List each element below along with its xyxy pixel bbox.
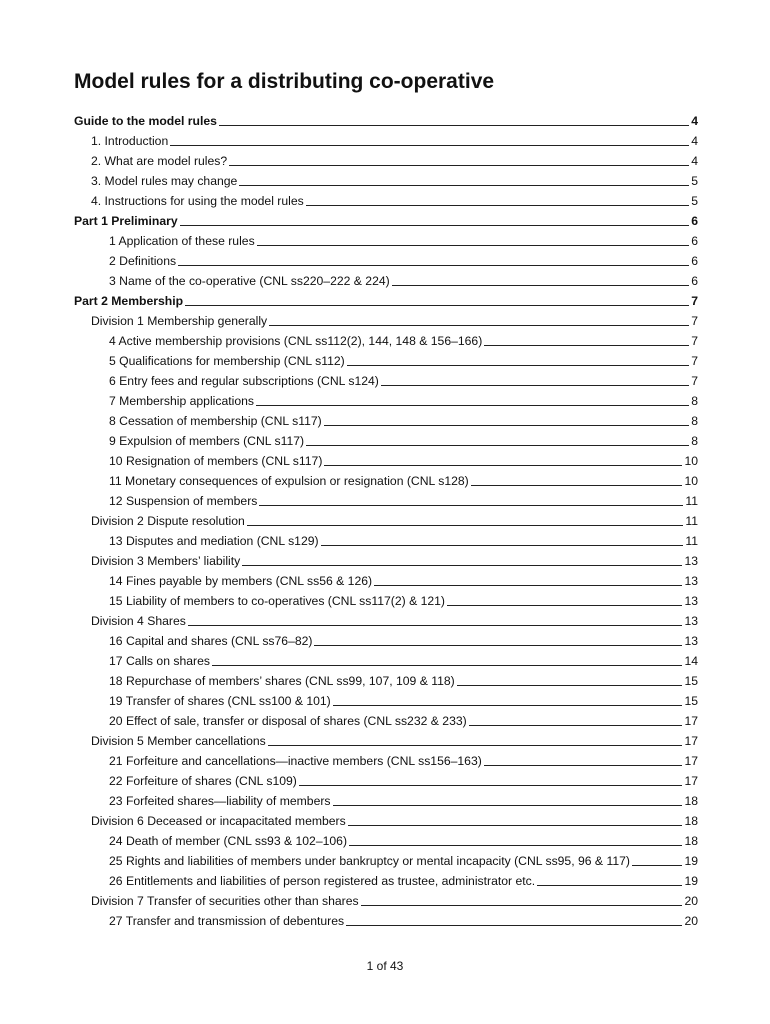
toc-entry-label: Division 4 Shares — [91, 614, 186, 628]
toc-leader-line — [333, 705, 683, 706]
toc-entry-label: 26 Entitlements and liabilities of person registered as trustee, administrator etc. — [109, 874, 536, 888]
toc-entry-label: 10 Resignation of members (CNL s117) — [109, 454, 323, 468]
toc-leader-line — [484, 765, 683, 766]
toc-leader-line — [392, 285, 690, 286]
toc-leader-line — [324, 425, 690, 426]
toc-entry-label: 19 Transfer of shares (CNL ss100 & 101) — [109, 694, 331, 708]
toc-entry[interactable] — [74, 208, 698, 228]
toc-entry-page: 15 — [684, 674, 698, 688]
toc-leader-line — [471, 485, 683, 486]
toc-entry-page: 13 — [684, 594, 698, 608]
toc-entry-label: 9 Expulsion of members (CNL s117) — [109, 434, 305, 448]
toc-entry-page: 10 — [684, 454, 698, 468]
toc-entry[interactable] — [74, 288, 698, 308]
toc-entry[interactable] — [74, 808, 698, 828]
toc-leader-line — [247, 525, 684, 526]
toc-entry-label: 4. Instructions for using the model rules — [91, 194, 304, 208]
toc-entry[interactable] — [74, 708, 698, 728]
toc-leader-line — [269, 325, 689, 326]
toc-entry[interactable] — [74, 508, 698, 528]
toc-entry-page: 6 — [691, 274, 698, 288]
toc-leader-line — [185, 305, 689, 306]
toc-leader-line — [537, 885, 682, 886]
toc-entry-label: Division 3 Members’ liability — [91, 554, 241, 568]
toc-entry-label: 2. What are model rules? — [91, 154, 228, 168]
toc-entry[interactable] — [74, 328, 698, 348]
toc-entry-page: 13 — [684, 574, 698, 588]
toc-entry[interactable] — [74, 488, 698, 508]
toc-leader-line — [374, 585, 682, 586]
toc-entry-page: 11 — [685, 494, 698, 508]
toc-entry[interactable] — [74, 568, 698, 588]
toc-entry-label: 1. Introduction — [91, 134, 169, 148]
toc-leader-line — [299, 785, 683, 786]
toc-entry[interactable] — [74, 608, 698, 628]
toc-entry-page: 11 — [685, 534, 698, 548]
toc-entry-page: 4 — [691, 114, 698, 128]
toc-entry-label: 8 Cessation of membership (CNL s117) — [109, 414, 322, 428]
toc-leader-line — [256, 405, 689, 406]
toc-leader-line — [349, 845, 682, 846]
toc-entry[interactable] — [74, 628, 698, 648]
toc-entry[interactable] — [74, 188, 698, 208]
toc-entry-page: 7 — [691, 314, 698, 328]
toc-entry-label: 24 Death of member (CNL ss93 & 102–106) — [109, 834, 348, 848]
toc-entry-label: 3 Name of the co-operative (CNL ss220–222 & 224) — [109, 274, 390, 288]
toc-entry-page: 18 — [684, 814, 698, 828]
toc-leader-line — [333, 805, 683, 806]
toc-entry-page: 19 — [684, 874, 698, 888]
toc-entry[interactable] — [74, 308, 698, 328]
toc-leader-line — [314, 645, 682, 646]
toc-entry-page: 6 — [691, 234, 698, 248]
toc-entry[interactable] — [74, 748, 698, 768]
toc-entry[interactable] — [74, 868, 698, 888]
toc-leader-line — [348, 825, 683, 826]
toc-entry[interactable] — [74, 588, 698, 608]
toc-entry-label: 21 Forfeiture and cancellations—inactive members (CNL ss156–163) — [109, 754, 482, 768]
toc-leader-line — [324, 465, 682, 466]
toc-entry-label: 7 Membership applications — [109, 394, 254, 408]
toc-entry-label: 15 Liability of members to co-operatives (CNL ss117(2) & 121) — [109, 594, 445, 608]
toc-leader-line — [306, 445, 689, 446]
toc-entry-page: 4 — [691, 154, 698, 168]
toc-entry-page: 4 — [691, 134, 698, 148]
toc-entry[interactable] — [74, 388, 698, 408]
toc-leader-line — [361, 905, 683, 906]
toc-leader-line — [239, 185, 689, 186]
toc-entry-page: 14 — [684, 654, 698, 668]
toc-entry-page: 20 — [684, 894, 698, 908]
toc-entry-page: 7 — [691, 374, 698, 388]
toc-leader-line — [212, 665, 682, 666]
toc-entry-page: 8 — [691, 414, 698, 428]
toc-entry-label: Division 7 Transfer of securities other than shares — [91, 894, 359, 908]
toc-leader-line — [632, 865, 683, 866]
toc-entry-label: 17 Calls on shares — [109, 654, 210, 668]
toc-entry[interactable] — [74, 228, 698, 248]
toc-leader-line — [268, 745, 683, 746]
toc-entry-page: 19 — [684, 854, 698, 868]
toc-entry-page: 18 — [684, 834, 698, 848]
toc-entry-label: Division 2 Dispute resolution — [91, 514, 245, 528]
toc-leader-line — [447, 605, 682, 606]
toc-leader-line — [347, 365, 690, 366]
toc-entry-label: 27 Transfer and transmission of debentures — [109, 914, 345, 928]
toc-entry-label: 3. Model rules may change — [91, 174, 238, 188]
toc-entry[interactable] — [74, 408, 698, 428]
toc-entry-label: 18 Repurchase of members’ shares (CNL ss99, 107, 109 & 118) — [109, 674, 455, 688]
toc-entry-page: 7 — [691, 354, 698, 368]
toc-entry[interactable] — [74, 648, 698, 668]
toc-entry-label: 16 Capital and shares (CNL ss76–82) — [109, 634, 313, 648]
toc-leader-line — [180, 225, 690, 226]
toc-entry[interactable] — [74, 908, 698, 928]
toc-entry-label: Division 1 Membership generally — [91, 314, 268, 328]
toc-entry-page: 13 — [684, 554, 698, 568]
toc-leader-line — [178, 265, 689, 266]
page-title: Model rules for a distributing co-operative — [74, 70, 495, 93]
toc-entry[interactable] — [74, 108, 698, 128]
toc-entry[interactable] — [74, 828, 698, 848]
toc-entry-label: 20 Effect of sale, transfer or disposal of shares (CNL ss232 & 233) — [109, 714, 467, 728]
toc-entry[interactable] — [74, 688, 698, 708]
toc-entry-label: 22 Forfeiture of shares (CNL s109) — [109, 774, 297, 788]
toc-entry[interactable] — [74, 728, 698, 748]
toc-entry[interactable] — [74, 268, 698, 288]
toc-leader-line — [306, 205, 690, 206]
toc-entry-label: Part 2 Membership — [74, 294, 184, 308]
toc-entry-label: Division 5 Member cancellations — [91, 734, 266, 748]
toc-leader-line — [381, 385, 689, 386]
toc-entry-page: 5 — [691, 194, 698, 208]
toc-entry-label: 12 Suspension of members — [109, 494, 258, 508]
toc-leader-line — [257, 245, 690, 246]
toc-entry[interactable] — [74, 528, 698, 548]
toc-entry-page: 20 — [684, 914, 698, 928]
toc-entry[interactable] — [74, 668, 698, 688]
toc-entry-page: 17 — [684, 734, 698, 748]
toc-leader-line — [259, 505, 683, 506]
toc-entry-label: Guide to the model rules — [74, 114, 217, 128]
toc-entry[interactable] — [74, 768, 698, 788]
toc-entry-page: 18 — [684, 794, 698, 808]
toc-entry-page: 10 — [684, 474, 698, 488]
toc-entry-label: 1 Application of these rules — [109, 234, 255, 248]
toc-entry[interactable] — [74, 788, 698, 808]
toc-entry-page: 17 — [684, 754, 698, 768]
toc-entry-page: 8 — [691, 394, 698, 408]
toc-entry-label: 23 Forfeited shares—liability of members — [109, 794, 331, 808]
toc-entry[interactable] — [74, 368, 698, 388]
toc-leader-line — [188, 625, 683, 626]
toc-entry-page: 6 — [691, 214, 698, 228]
toc-entry-label: 13 Disputes and mediation (CNL s129) — [109, 534, 319, 548]
toc-entry-label: 6 Entry fees and regular subscriptions (CNL s124) — [109, 374, 379, 388]
toc-entry-page: 17 — [684, 714, 698, 728]
toc-entry-page: 17 — [684, 774, 698, 788]
toc-entry[interactable] — [74, 128, 698, 148]
toc-leader-line — [170, 145, 689, 146]
toc-entry-label: 25 Rights and liabilities of members under bankruptcy or mental incapacity (CNL ss95, 96 & 117) — [109, 854, 630, 868]
toc-entry-label: 2 Definitions — [109, 254, 177, 268]
toc-entry-page: 7 — [691, 294, 698, 308]
toc-entry-label: 14 Fines payable by members (CNL ss56 & 126) — [109, 574, 373, 588]
toc-entry-page: 7 — [691, 334, 698, 348]
toc-entry[interactable] — [74, 548, 698, 568]
toc-leader-line — [242, 565, 682, 566]
table-of-contents — [74, 108, 698, 928]
toc-leader-line — [219, 125, 689, 126]
toc-entry[interactable] — [74, 888, 698, 908]
toc-leader-line — [457, 685, 683, 686]
toc-entry-page: 6 — [691, 254, 698, 268]
toc-entry[interactable] — [74, 168, 698, 188]
toc-entry-page: 5 — [691, 174, 698, 188]
toc-leader-line — [346, 925, 682, 926]
toc-entry[interactable] — [74, 468, 698, 488]
toc-entry[interactable] — [74, 448, 698, 468]
toc-leader-line — [484, 345, 689, 346]
toc-entry-page: 8 — [691, 434, 698, 448]
toc-entry-page: 15 — [684, 694, 698, 708]
toc-leader-line — [229, 165, 689, 166]
toc-entry-label: 11 Monetary consequences of expulsion or resignation (CNL s128) — [109, 474, 469, 488]
toc-entry-page: 11 — [685, 514, 698, 528]
toc-entry[interactable] — [74, 148, 698, 168]
toc-entry-page: 13 — [684, 614, 698, 628]
toc-entry[interactable] — [74, 428, 698, 448]
toc-entry-label: Division 6 Deceased or incapacitated members — [91, 814, 346, 828]
toc-entry[interactable] — [74, 348, 698, 368]
toc-leader-line — [469, 725, 683, 726]
toc-entry[interactable] — [74, 248, 698, 268]
page-number: 1 of 43 — [366, 959, 404, 973]
toc-entry-label: Part 1 Preliminary — [74, 214, 178, 228]
toc-entry-label: 5 Qualifications for membership (CNL s112) — [109, 354, 345, 368]
toc-entry[interactable] — [74, 848, 698, 868]
toc-entry-label: 4 Active membership provisions (CNL ss112(2), 144, 148 & 156–166) — [109, 334, 483, 348]
toc-leader-line — [321, 545, 684, 546]
toc-entry-page: 13 — [684, 634, 698, 648]
